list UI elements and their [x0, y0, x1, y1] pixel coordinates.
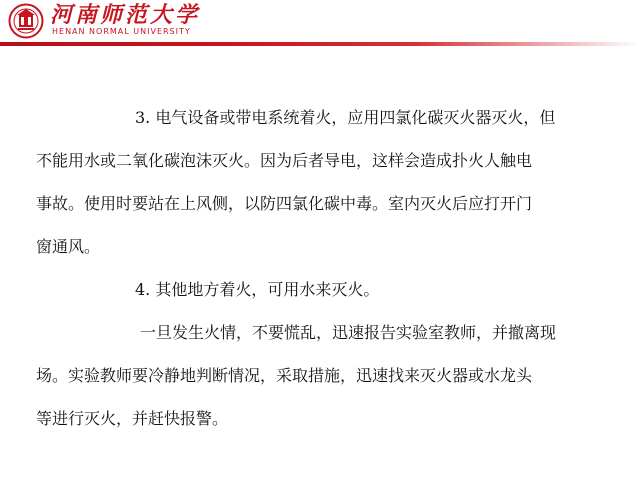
document-body — [36, 96, 626, 440]
university-seal-icon — [8, 3, 44, 39]
university-logo-subtitle: HENAN NORMAL UNIVERSITY — [52, 27, 191, 36]
university-logo-title: 河南师范大学 — [50, 2, 201, 28]
text-line: 4. 其他地方着火，可用水来灭火。 — [135, 280, 380, 299]
text-line: 场。实验教师要冷静地判断情况，采取措施，迅速找来灭火器或水龙头 — [36, 366, 533, 385]
text-line: 窗通风。 — [36, 237, 101, 256]
paragraph-electrical-fire — [36, 96, 626, 268]
text-line: 一旦发生火情，不要慌乱，迅速报告实验室教师，并撤离现 — [140, 323, 557, 342]
paragraph-other-fire — [36, 268, 626, 311]
text-line: 3. 电气设备或带电系统着火，应用四氯化碳灭火器灭火，但 — [135, 108, 556, 127]
text-line: 事故。使用时要站在上风侧，以防四氯化碳中毒。室内灭火后应打开门 — [36, 194, 533, 213]
header-divider — [0, 42, 640, 46]
header-banner — [0, 0, 640, 47]
text-line: 等进行灭火，并赶快报警。 — [36, 409, 229, 428]
text-line: 不能用水或二氧化碳泡沫灭火。因为后者导电，这样会造成扑火人触电 — [36, 151, 533, 170]
paragraph-emergency-procedure — [36, 311, 626, 440]
